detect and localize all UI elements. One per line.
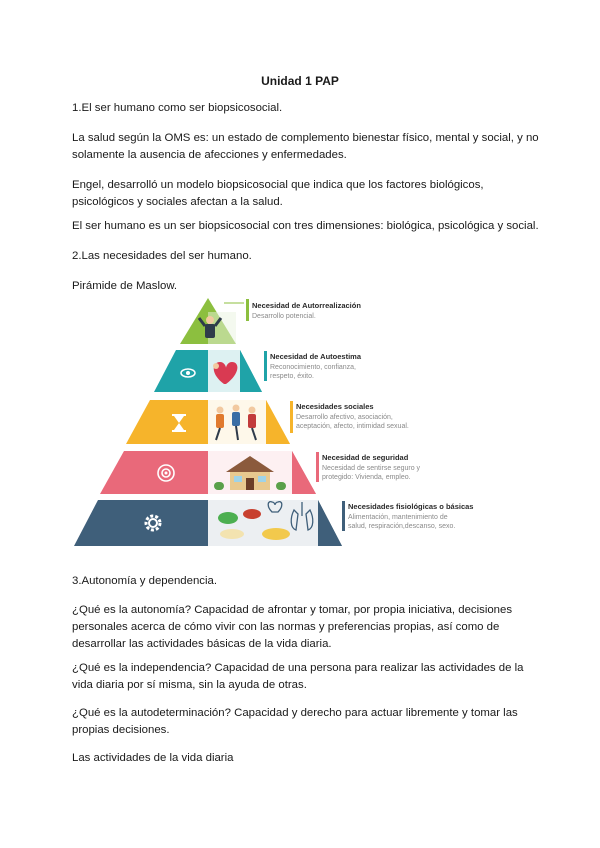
section-1-paragraph-3: El ser humano es un ser biopsicosocial con tres dimensiones: biológica, psicológica y social. — [72, 220, 539, 232]
section-2-heading: 2.Las necesidades del ser humano. — [72, 250, 252, 262]
level-2-title: Necesidad de Autoestima — [270, 352, 361, 361]
level-4-desc-2: protegido: Vivienda, empleo. — [322, 474, 411, 481]
maslow-pyramid — [0, 296, 600, 548]
pyramid-level-autorrealizacion — [180, 298, 361, 344]
pyramid-caption: Pirámide de Maslow. — [72, 280, 178, 292]
pyramid-level-autoestima — [154, 350, 362, 392]
section-1-paragraph-1: La salud según la OMS es: un estado de complemento bienestar físico, mental y social, y no solamente la ausencia de afecciones y enfermedades. — [72, 132, 539, 161]
level-1-title: Necesidad de Autorrealización — [252, 301, 361, 310]
level-3-desc-1: Desarrollo afectivo, asociación, — [296, 414, 393, 421]
level-1-desc: Desarrollo potencial. — [252, 313, 316, 320]
level-4-title: Necesidad de seguridad — [322, 453, 409, 462]
level-2-desc-2: respeto, éxito. — [270, 373, 314, 380]
level-5-title: Necesidades fisiológicas o básicas — [348, 502, 474, 511]
pyramid-level-seguridad — [100, 451, 421, 494]
level-3-desc-2: aceptación, afecto, intimidad sexual. — [296, 423, 409, 430]
section-1-heading: 1.El ser humano como ser biopsicosocial. — [72, 102, 283, 114]
section-3-heading: 3.Autonomía y dependencia. — [72, 575, 218, 587]
level-4-desc-1: Necesidad de sentirse seguro y — [322, 465, 421, 472]
level-2-desc-1: Reconocimiento, confianza, — [270, 364, 356, 371]
section-1-paragraph-2: Engel, desarrolló un modelo biopsicosocial que indica que los factores biológicos, psicológicos y sociales afectan a la salud. — [72, 179, 484, 208]
section-3-paragraph-3: ¿Qué es la autodeterminación? Capacidad y derecho para actuar libremente y tomar las propias decisiones. — [72, 707, 518, 736]
section-3-paragraph-4: Las actividades de la vida diaria — [72, 752, 234, 764]
section-3-paragraph-1: ¿Qué es la autonomía? Capacidad de afrontar y tomar, por propia iniciativa, decisiones personales acerca de cómo vivir con las normas y preferencias propias, así como de desarrollar las actividades básicas de la vida diaria. — [72, 604, 513, 650]
document-title: Unidad 1 PAP — [261, 74, 339, 88]
level-5-desc-1: Alimentación, mantenimiento de — [348, 514, 448, 521]
pyramid-level-fisiologicas — [74, 500, 473, 546]
level-5-desc-2: salud, respiración,descanso, sexo. — [348, 523, 456, 530]
level-3-title: Necesidades sociales — [296, 402, 374, 411]
section-3-paragraph-2: ¿Qué es la independencia? Capacidad de una persona para realizar las actividades de la vida diaria por sí misma, sin la ayuda de otras. — [72, 662, 524, 691]
pyramid-level-sociales — [126, 400, 409, 444]
